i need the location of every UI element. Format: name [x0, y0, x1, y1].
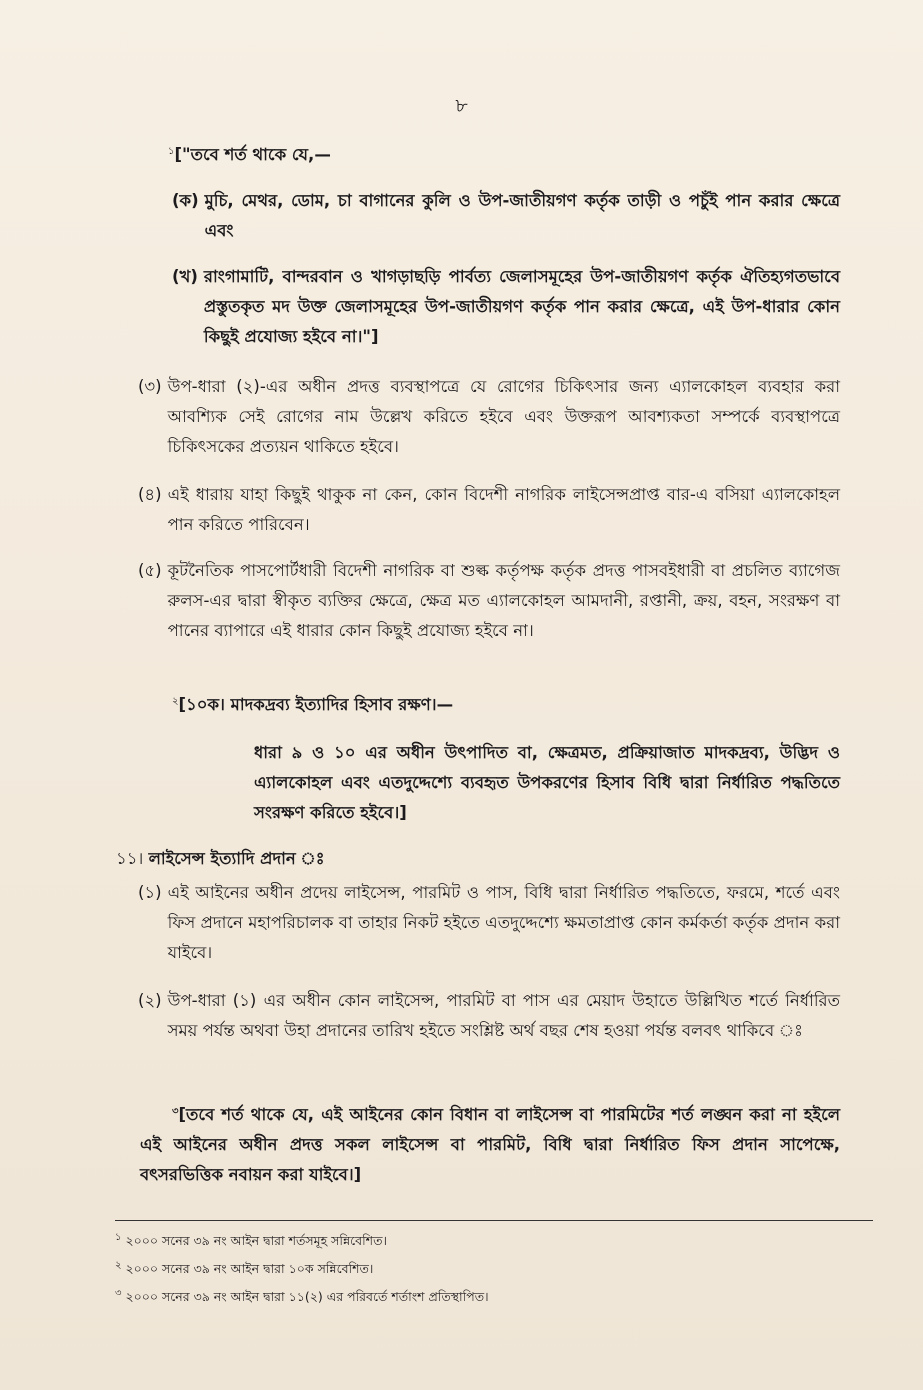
subsection-11-2: [138, 986, 840, 1046]
proviso-item-kha: [172, 262, 840, 352]
footnote-2: [115, 1260, 373, 1278]
subsection-text: এই ধারায় যাহা কিছুই থাকুক না কেন, কোন বিদেশী নাগরিক লাইসেন্সপ্রাপ্ত বার-এ বসিয়া এ্যালকোহল পান করিতে পারিবেন।: [167, 485, 840, 534]
footnote-1: [115, 1232, 387, 1250]
subsection-text: উপ-ধারা (২)-এর অধীন প্রদত্ত ব্যবস্থাপত্রে যে রোগের চিকিৎসার জন্য এ্যালকোহল ব্যবহার করা আবশ্যিক সেই রোগের নাম উল্লেখ করিতে হইবে এবং উক্তরূপ আবশ্যকতা সম্পর্কে ব্যবস্থাপত্রে চিকিৎসকের প্রত্যয়ন থাকিতে হইবে।: [167, 377, 840, 456]
page-number: ৮: [455, 95, 468, 117]
subsection-label: (২): [138, 991, 162, 1010]
subsection-text: উপ-ধারা (১) এর অধীন কোন লাইসেন্স, পারমিট বা পাস এর মেয়াদ উহাতে উল্লিখিত শর্তে নির্ধারিত সময় পর্যন্ত অথবা উহা প্রদানের তারিখ হইতে সংশ্লিষ্ট অর্থ বছর শেষ হওয়া পর্যন্ত বলবৎ থাকিবে ঃ: [167, 991, 840, 1040]
footnote-divider: [115, 1220, 873, 1221]
footnote-ref-3: ৩: [172, 1106, 179, 1117]
subsection-11-1: [138, 878, 840, 968]
section-10ka-title: [১০ক। মাদকদ্রব্য ইত্যাদির হিসাব রক্ষণ।—: [178, 695, 454, 714]
proviso-intro: [168, 140, 848, 170]
subsection-label: (৩): [138, 377, 162, 396]
section-10ka-body: ধারা ৯ ও ১০ এর অধীন উৎপাদিত বা, ক্ষেত্রমত, প্রক্রিয়াজাত মাদকদ্রব্য, উদ্ভিদ ও এ্যালকোহল এবং এতদুদ্দেশ্যে ব্যবহৃত উপকরণের হিসাব বিধি দ্বারা নির্ধারিত পদ্ধতিতে সংরক্ষণ করিতে হইবে।]: [254, 743, 840, 822]
subsection-label: (৫): [138, 561, 162, 580]
proviso-intro-text: ["তবে শর্ত থাকে যে,—: [174, 145, 331, 164]
footnote-3: [115, 1288, 489, 1306]
subsection-label: (৪): [138, 485, 162, 504]
footnote-text: ২০০০ সনের ৩৯ নং আইন দ্বারা শর্তসমূহ সন্নিবেশিত।: [125, 1233, 387, 1248]
section-11-title: লাইসেন্স ইত্যাদি প্রদান ঃ: [148, 849, 325, 868]
subsection-10-5: [138, 556, 840, 646]
proviso-item-label: (খ): [172, 267, 198, 286]
proviso-item-ka: [172, 186, 840, 246]
subsection-10-4: [138, 480, 840, 540]
footnote-text: ২০০০ সনের ৩৯ নং আইন দ্বারা ১০ক সন্নিবেশিত।: [125, 1261, 374, 1276]
footnote-mark: ১: [115, 1232, 122, 1243]
section-10ka-heading: [172, 690, 832, 720]
subsection-text: এই আইনের অধীন প্রদেয় লাইসেন্স, পারমিট ও পাস, বিধি দ্বারা নির্ধারিত পদ্ধতিতে, ফরমে, শর্তে এবং ফিস প্রদানে মহাপরিচালক বা তাহার নিকট হইতে এতদুদ্দেশ্যে ক্ষমতাপ্রাপ্ত কোন কর্মকর্তা কর্তৃক প্রদান করা যাইবে।: [167, 883, 840, 962]
proviso-item-text: রাংগামাটি, বান্দরবান ও খাগড়াছড়ি পার্বত্য জেলাসমূহের উপ-জাতীয়গণ কর্তৃক ঐতিহ্যগতভাবে প্রস্তুতকৃত মদ উক্ত জেলাসমূহের উপ-জাতীয়গণ কর্তৃক পান করার ক্ষেত্রে, এই উপ-ধারার কোন কিছুই প্রযোজ্য হইবে না।"]: [203, 267, 840, 346]
subsection-text: কূটনৈতিক পাসপোর্টধারী বিদেশী নাগরিক বা শুল্ক কর্তৃপক্ষ কর্তৃক প্রদত্ত পাসবইধারী বা প্রচলিত ব্যাগেজ রুলস-এর দ্বারা স্বীকৃত ব্যক্তির ক্ষেত্রে, ক্ষেত্র মত এ্যালকোহল আমদানী, রপ্তানী, ক্রয়, বহন, সংরক্ষণ বা পানের ব্যাপারে এই ধারার কোন কিছুই প্রযোজ্য হইবে না।: [167, 561, 840, 640]
section-11-heading: [116, 844, 816, 874]
footnote-ref-1: ১: [168, 146, 175, 157]
subsection-10-3: [138, 372, 840, 462]
footnote-mark: ২: [115, 1260, 122, 1271]
footnote-ref-2: ২: [172, 696, 179, 707]
footnote-mark: ৩: [115, 1288, 122, 1299]
proviso-item-label: (ক): [172, 191, 199, 210]
section-11-proviso: [140, 1100, 840, 1190]
section-11-proviso-text: [তবে শর্ত থাকে যে, এই আইনের কোন বিধান বা লাইসেন্স বা পারমিটের শর্ত লঙ্ঘন করা না হইলে এই আইনের অধীন প্রদত্ত সকল লাইসেন্স বা পারমিট, বিধি দ্বারা নির্ধারিত ফিস প্রদান সাপেক্ষে, বৎসরভিত্তিক নবায়ন করা যাইবে।]: [140, 1105, 840, 1184]
subsection-label: (১): [138, 883, 162, 902]
section-11-number: ১১।: [116, 849, 144, 868]
footnote-text: ২০০০ সনের ৩৯ নং আইন দ্বারা ১১(২) এর পরিবর্তে শর্তাংশ প্রতিস্থাপিত।: [125, 1289, 489, 1304]
proviso-item-text: মুচি, মেথর, ডোম, চা বাগানের কুলি ও উপ-জাতীয়গণ কর্তৃক তাড়ী ও পচুঁই পান করার ক্ষেত্রে এবং: [204, 191, 840, 240]
